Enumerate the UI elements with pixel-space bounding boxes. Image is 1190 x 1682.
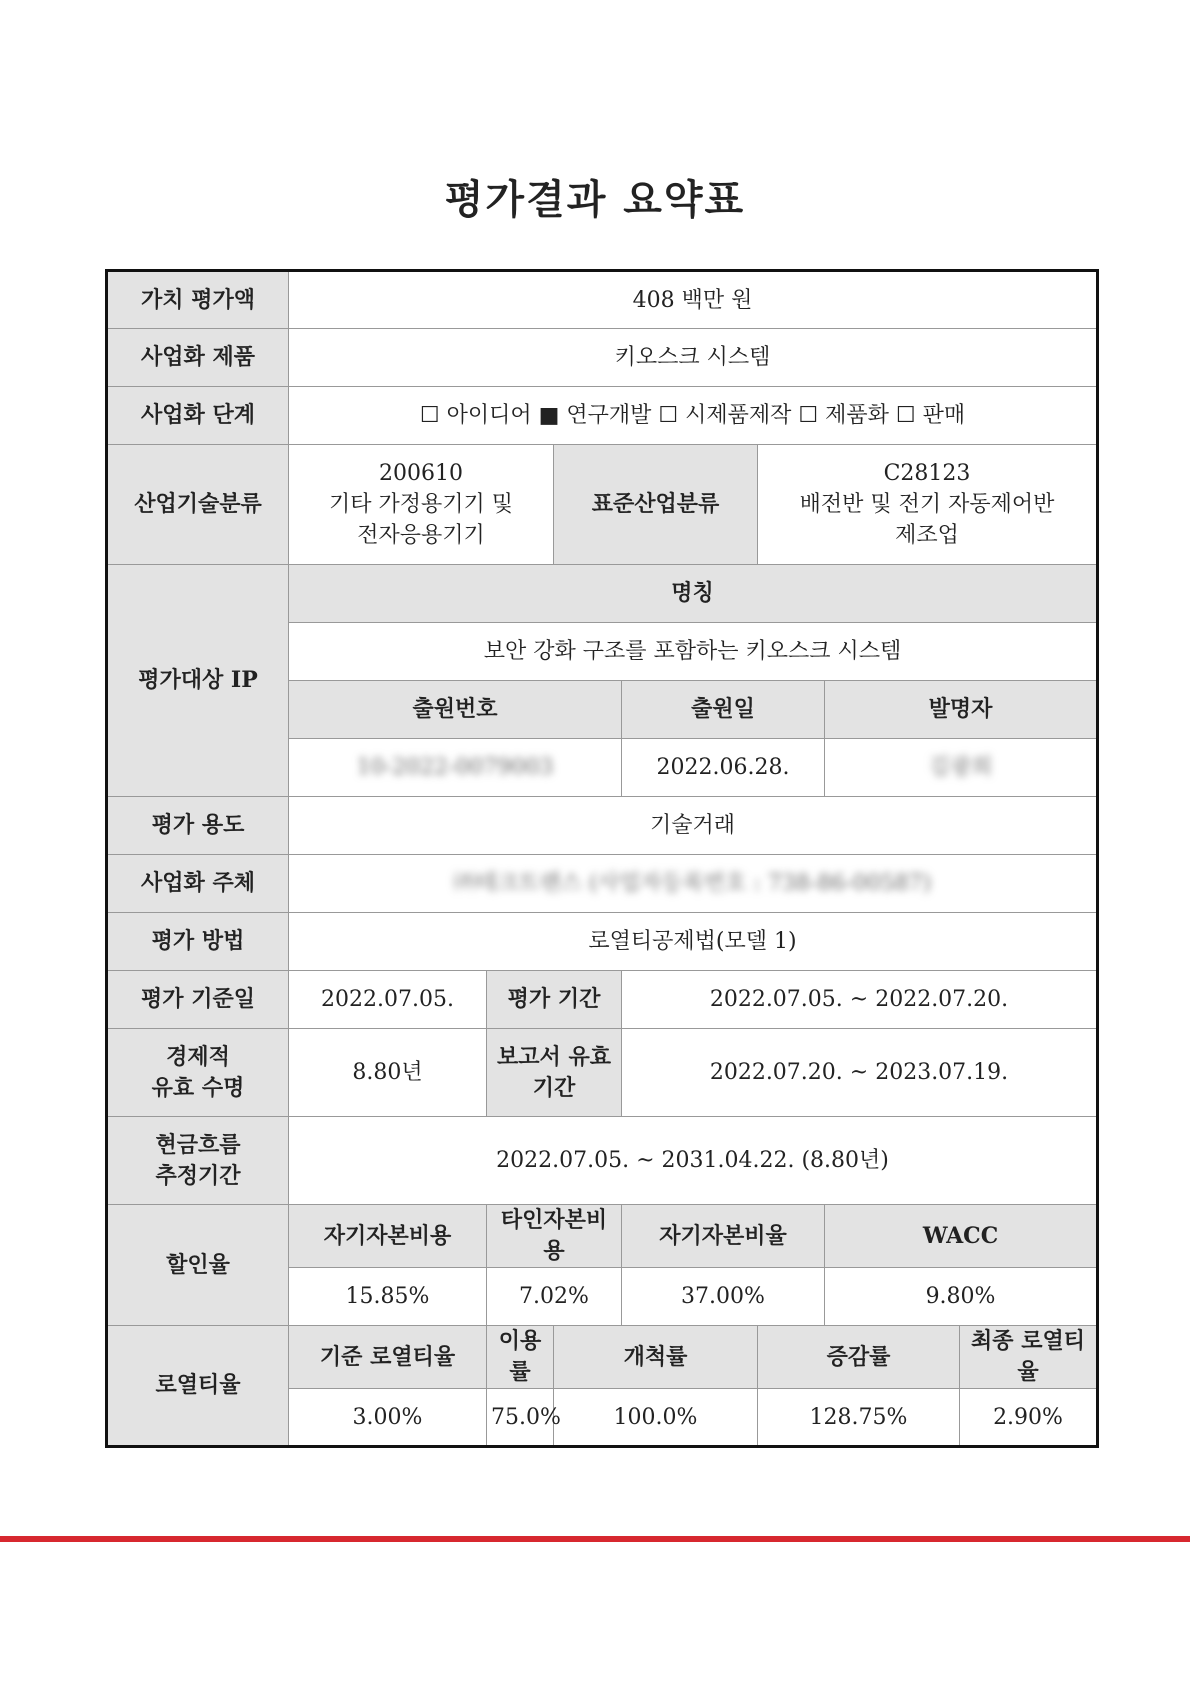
entity-value: ㈜테크트랜스 (사업자등록번호 : 738-86-00587) xyxy=(453,871,932,896)
life-label xyxy=(107,1029,289,1117)
method-row xyxy=(107,913,1098,971)
footer-red-rule xyxy=(0,1536,1190,1542)
life-value: 8.80년 xyxy=(289,1029,487,1117)
std-class-name: 제조업 xyxy=(895,523,959,548)
royalty-header: 증감률 xyxy=(758,1326,960,1389)
stage-label: 사업화 단계 xyxy=(107,387,289,445)
product-value: 키오스크 시스템 xyxy=(289,329,1098,387)
stage-option-label: 판매 xyxy=(922,403,966,428)
base-date-value: 2022.07.05. xyxy=(289,971,487,1029)
royalty-label: 로열티율 xyxy=(107,1326,289,1447)
stage-row xyxy=(107,387,1098,445)
royalty-header: 기준 로열티율 xyxy=(289,1326,487,1389)
base-date-label: 평가 기준일 xyxy=(107,971,289,1029)
ip-appno-header: 출원번호 xyxy=(289,681,622,739)
cashflow-label xyxy=(107,1117,289,1205)
tech-class-code: 200610 xyxy=(379,461,463,486)
tech-class-value xyxy=(289,445,554,565)
std-class-name: 배전반 및 전기 자동제어반 xyxy=(799,492,1055,517)
tech-class-name: 기타 가정용기기 및 xyxy=(328,492,513,517)
period-value: 2022.07.05. ~ 2022.07.20. xyxy=(622,971,1098,1029)
discount-header: WACC xyxy=(825,1205,1098,1268)
stage-checkbox-idea: ☐ xyxy=(419,403,440,428)
tech-class-label: 산업기술분류 xyxy=(107,445,289,565)
ip-name: 보안 강화 구조를 포함하는 키오스크 시스템 xyxy=(289,623,1098,681)
summary-table xyxy=(105,269,1099,1448)
page-title: 평가결과 요약표 xyxy=(444,176,746,223)
royalty-value: 3.00% xyxy=(289,1389,487,1447)
value-row xyxy=(107,271,1098,329)
stage-checkbox-prototype: ☐ xyxy=(658,403,679,428)
royalty-header: 개척률 xyxy=(554,1326,758,1389)
stage-options xyxy=(289,387,1098,445)
stage-option-label: 시제품제작 xyxy=(685,403,792,428)
std-class-value xyxy=(758,445,1098,565)
ip-name-header: 명칭 xyxy=(289,565,1098,623)
life-label-line: 경제적 xyxy=(166,1043,230,1070)
method-label: 평가 방법 xyxy=(107,913,289,971)
classification-row xyxy=(107,445,1098,565)
purpose-value: 기술거래 xyxy=(289,797,1098,855)
discount-header-row xyxy=(107,1205,1098,1268)
value-amount: 408 백만 원 xyxy=(289,271,1098,329)
purpose-row xyxy=(107,797,1098,855)
royalty-header-row xyxy=(107,1326,1098,1389)
discount-value: 9.80% xyxy=(825,1268,1098,1326)
life-label-line: 유효 수명 xyxy=(151,1074,245,1101)
discount-header: 자기자본비율 xyxy=(622,1205,825,1268)
ip-date: 2022.06.28. xyxy=(622,739,825,797)
cashflow-row xyxy=(107,1117,1098,1205)
discount-value: 15.85% xyxy=(289,1268,487,1326)
cashflow-period: 2022.07.05. ~ 2031.04.22. (8.80년) xyxy=(289,1117,1098,1205)
discount-value: 7.02% xyxy=(487,1268,622,1326)
life-row xyxy=(107,1029,1098,1117)
std-class-code: C28123 xyxy=(883,461,971,486)
discount-header: 자기자본비용 xyxy=(289,1205,487,1268)
stage-checkbox-sales: ☐ xyxy=(895,403,916,428)
ip-date-header: 출원일 xyxy=(622,681,825,739)
method-value: 로열티공제법(모델 1) xyxy=(289,913,1098,971)
royalty-value: 75.0% xyxy=(487,1389,554,1447)
purpose-label: 평가 용도 xyxy=(107,797,289,855)
entity-label: 사업화 주체 xyxy=(107,855,289,913)
royalty-header: 이용률 xyxy=(487,1326,554,1389)
tech-class-name: 전자응용기기 xyxy=(357,523,485,548)
ip-inventor-value: 김광희 xyxy=(928,755,993,780)
entity-row xyxy=(107,855,1098,913)
discount-value: 37.00% xyxy=(622,1268,825,1326)
period-label: 평가 기간 xyxy=(487,971,622,1029)
ip-appno xyxy=(289,739,622,797)
report-valid-value: 2022.07.20. ~ 2023.07.19. xyxy=(622,1029,1098,1117)
royalty-value: 2.90% xyxy=(960,1389,1098,1447)
report-valid-label: 보고서 유효기간 xyxy=(487,1029,622,1117)
stage-checkbox-rnd: ■ xyxy=(538,403,560,428)
stage-option-label: 연구개발 xyxy=(566,403,652,428)
royalty-value: 100.0% xyxy=(554,1389,758,1447)
product-row xyxy=(107,329,1098,387)
royalty-header: 최종 로열티율 xyxy=(960,1326,1098,1389)
ip-inventor xyxy=(825,739,1098,797)
royalty-value: 128.75% xyxy=(758,1389,960,1447)
ip-inventor-header: 발명자 xyxy=(825,681,1098,739)
cashflow-label-line: 추정기간 xyxy=(155,1162,241,1189)
discount-header: 타인자본비용 xyxy=(487,1205,622,1268)
value-label: 가치 평가액 xyxy=(107,271,289,329)
std-class-label: 표준산업분류 xyxy=(554,445,758,565)
cashflow-label-line: 현금흐름 xyxy=(155,1131,241,1158)
entity-cell xyxy=(289,855,1098,913)
ip-appno-value: 10-2022-0079003 xyxy=(356,755,554,780)
stage-option-label: 제품화 xyxy=(825,403,889,428)
discount-label: 할인율 xyxy=(107,1205,289,1326)
ip-name-header-row xyxy=(107,565,1098,623)
stage-checkbox-product: ☐ xyxy=(798,403,819,428)
stage-option-label: 아이디어 xyxy=(446,403,532,428)
product-label: 사업화 제품 xyxy=(107,329,289,387)
ip-label: 평가대상 IP xyxy=(107,565,289,797)
base-date-row xyxy=(107,971,1098,1029)
